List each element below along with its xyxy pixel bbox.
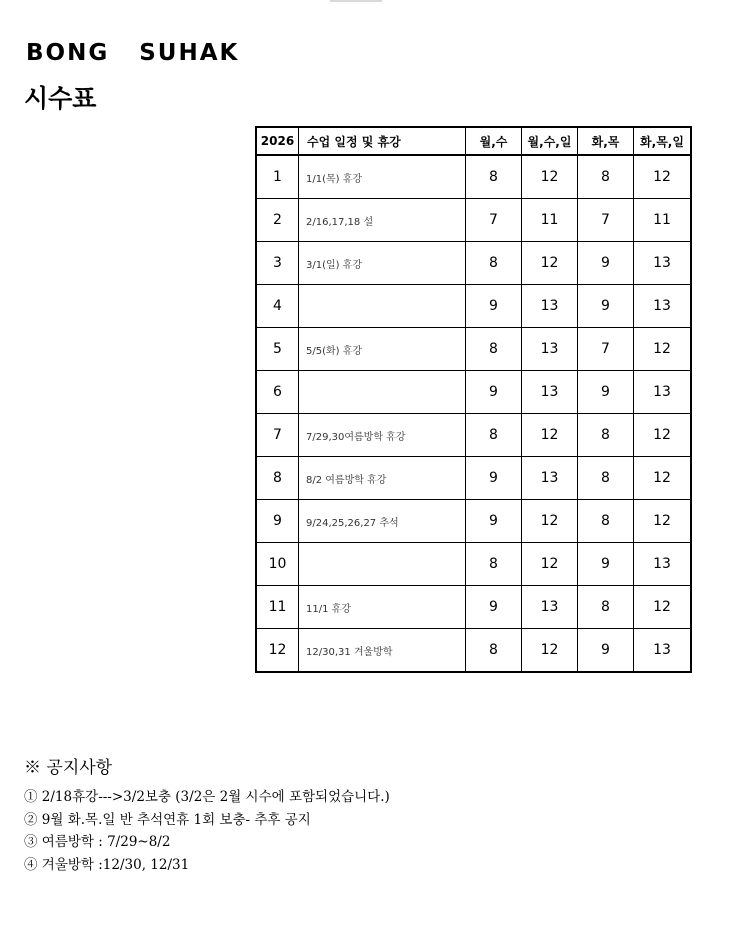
mon-wed-sun-cell: 12 [522, 629, 578, 673]
tue-thu-cell: 8 [578, 586, 634, 629]
tue-thu-cell: 9 [578, 543, 634, 586]
table-row [256, 371, 691, 414]
tue-thu-sun-cell: 12 [634, 414, 692, 457]
mon-wed-sun-cell: 13 [522, 328, 578, 371]
schedule-cell [299, 285, 466, 328]
mon-wed-sun-cell: 11 [522, 199, 578, 242]
month-cell: 8 [256, 457, 299, 500]
mon-wed-sun-cell: 12 [522, 500, 578, 543]
header-mon-wed: 월,수 [466, 127, 522, 155]
table-row [256, 242, 691, 285]
tue-thu-sun-cell: 13 [634, 543, 692, 586]
notice-section [24, 753, 390, 876]
month-cell: 11 [256, 586, 299, 629]
tue-thu-cell: 9 [578, 371, 634, 414]
schedule-cell: 8/2 여름방학 휴강 [299, 457, 466, 500]
mon-wed-cell: 9 [466, 457, 522, 500]
header-tue-thu: 화,목 [578, 127, 634, 155]
table-row [256, 285, 691, 328]
header-year: 2026 [256, 127, 299, 155]
table-row [256, 543, 691, 586]
mon-wed-sun-cell: 12 [522, 543, 578, 586]
mon-wed-sun-cell: 12 [522, 155, 578, 199]
tue-thu-cell: 7 [578, 199, 634, 242]
month-cell: 6 [256, 371, 299, 414]
month-cell: 1 [256, 155, 299, 199]
tue-thu-cell: 9 [578, 242, 634, 285]
tue-thu-cell: 7 [578, 328, 634, 371]
month-cell: 9 [256, 500, 299, 543]
tue-thu-sun-cell: 13 [634, 285, 692, 328]
mon-wed-sun-cell: 12 [522, 414, 578, 457]
tue-thu-cell: 8 [578, 414, 634, 457]
brand-title: BONG SUHAK [26, 40, 240, 66]
tue-thu-cell: 8 [578, 457, 634, 500]
table-row [256, 457, 691, 500]
tue-thu-sun-cell: 13 [634, 242, 692, 285]
table-row [256, 414, 691, 457]
mon-wed-cell: 8 [466, 414, 522, 457]
page-title: 시수표 [24, 84, 97, 113]
mon-wed-cell: 8 [466, 543, 522, 586]
table-header-row [256, 127, 691, 155]
month-cell: 12 [256, 629, 299, 673]
table-row [256, 155, 691, 199]
schedule-table [255, 126, 692, 673]
schedule-cell: 1/1(목) 휴강 [299, 155, 466, 199]
tue-thu-cell: 8 [578, 155, 634, 199]
schedule-cell: 3/1(일) 휴강 [299, 242, 466, 285]
mon-wed-cell: 9 [466, 371, 522, 414]
mon-wed-sun-cell: 13 [522, 586, 578, 629]
tue-thu-sun-cell: 11 [634, 199, 692, 242]
notice-item: ④ 겨울방학 :12/30, 12/31 [24, 856, 190, 873]
tue-thu-cell: 9 [578, 285, 634, 328]
mon-wed-cell: 8 [466, 155, 522, 199]
header-mon-wed-sun: 월,수,일 [522, 127, 578, 155]
tue-thu-sun-cell: 12 [634, 457, 692, 500]
month-cell: 5 [256, 328, 299, 371]
top-divider [330, 0, 382, 2]
tue-thu-cell: 8 [578, 500, 634, 543]
schedule-cell: 12/30,31 겨울방학 [299, 629, 466, 673]
notice-item: ① 2/18휴강--->3/2보충 (3/2은 2월 시수에 포함되었습니다.) [24, 789, 390, 805]
table-row [256, 328, 691, 371]
tue-thu-sun-cell: 13 [634, 371, 692, 414]
table-row [256, 500, 691, 543]
month-cell: 10 [256, 543, 299, 586]
mon-wed-cell: 9 [466, 586, 522, 629]
table-row [256, 199, 691, 242]
mon-wed-sun-cell: 12 [522, 242, 578, 285]
schedule-cell [299, 371, 466, 414]
schedule-cell: 7/29,30여름방학 휴강 [299, 414, 466, 457]
schedule-cell [299, 543, 466, 586]
header-tue-thu-sun: 화,목,일 [634, 127, 692, 155]
mon-wed-cell: 7 [466, 199, 522, 242]
mon-wed-cell: 9 [466, 285, 522, 328]
tue-thu-cell: 9 [578, 629, 634, 673]
tue-thu-sun-cell: 13 [634, 629, 692, 673]
mon-wed-sun-cell: 13 [522, 457, 578, 500]
tue-thu-sun-cell: 12 [634, 328, 692, 371]
schedule-cell: 5/5(화) 휴강 [299, 328, 466, 371]
notice-item: ② 9월 화.목.일 반 추석연휴 1회 보충- 추후 공지 [24, 811, 311, 828]
schedule-cell: 11/1 휴강 [299, 586, 466, 629]
notice-title: ※ 공지사항 [24, 758, 113, 778]
tue-thu-sun-cell: 12 [634, 586, 692, 629]
schedule-cell: 2/16,17,18 설 [299, 199, 466, 242]
month-cell: 3 [256, 242, 299, 285]
tue-thu-sun-cell: 12 [634, 155, 692, 199]
mon-wed-sun-cell: 13 [522, 371, 578, 414]
month-cell: 4 [256, 285, 299, 328]
month-cell: 2 [256, 199, 299, 242]
table-row [256, 586, 691, 629]
month-cell: 7 [256, 414, 299, 457]
mon-wed-sun-cell: 13 [522, 285, 578, 328]
notice-item: ③ 여름방학 : 7/29~8/2 [24, 834, 171, 850]
mon-wed-cell: 8 [466, 328, 522, 371]
tue-thu-sun-cell: 12 [634, 500, 692, 543]
header-schedule: 수업 일정 및 휴강 [299, 127, 466, 155]
mon-wed-cell: 9 [466, 500, 522, 543]
schedule-cell: 9/24,25,26,27 추석 [299, 500, 466, 543]
mon-wed-cell: 8 [466, 242, 522, 285]
table-row [256, 629, 691, 673]
mon-wed-cell: 8 [466, 629, 522, 673]
